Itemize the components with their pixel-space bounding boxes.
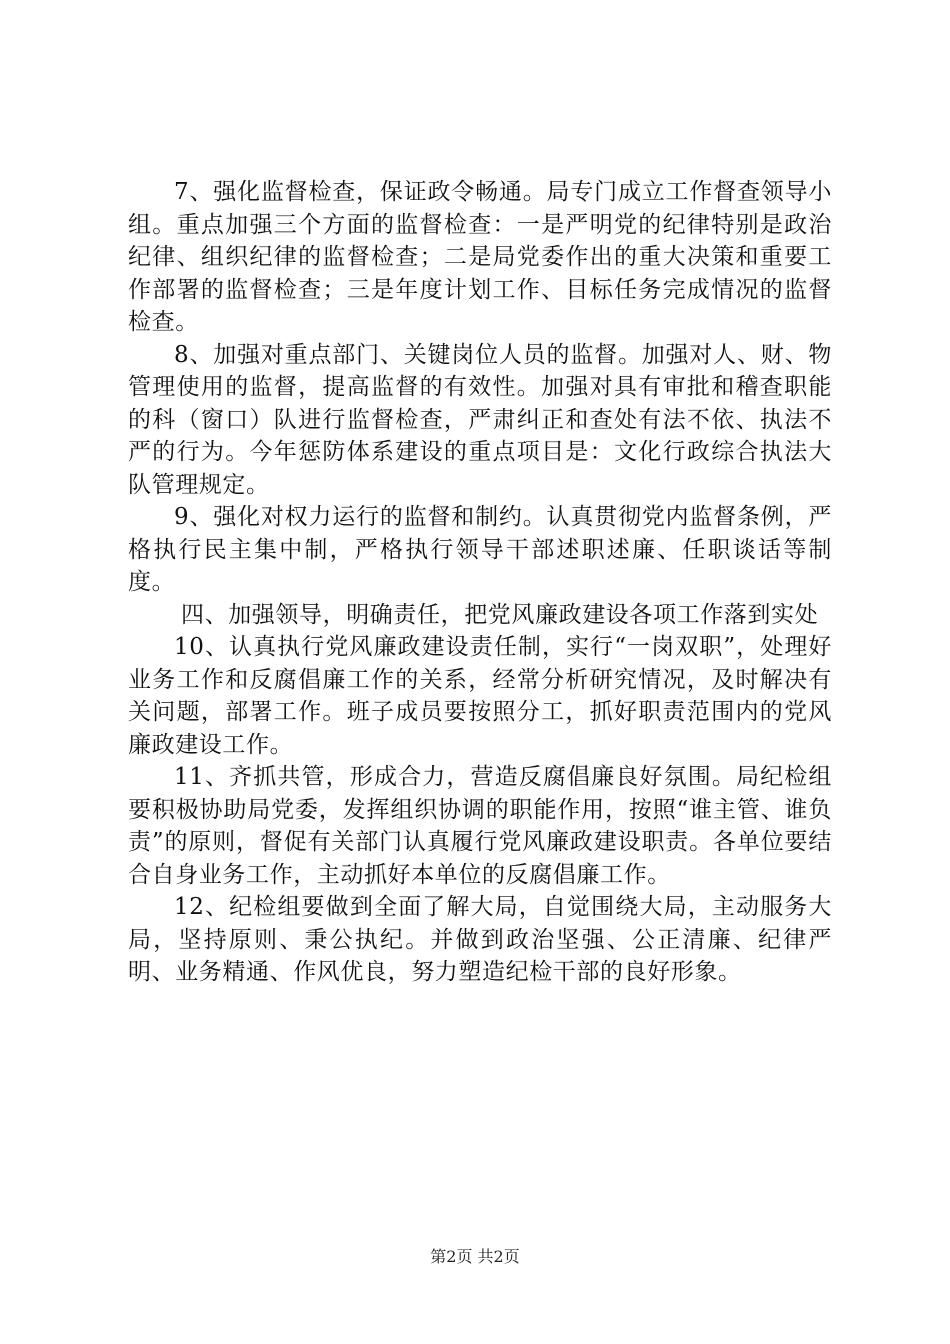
- document-body: [128, 176, 832, 989]
- paragraph-11: 11、齐抓共管，形成合力，营造反腐倡廉良好氛围。局纪检组要积极协助局党委，发挥组织协调的职能作用，按照“谁主管、谁负责”的原则，督促有关部门认真履行党风廉政建设职责。各单位要结合自身业务工作，主动抓好本单位的反腐倡廉工作。: [128, 764, 832, 888]
- paragraph-12: 12、纪检组要做到全面了解大局，自觉围绕大局，主动服务大局，坚持原则、秉公执纪。并做到政治坚强、公正清廉、纪律严明、业务精通、作风优良，努力塑造纪检干部的良好形象。: [128, 894, 832, 985]
- paragraph-8: 8、加强对重点部门、关键岗位人员的监督。加强对人、财、物管理使用的监督，提高监督的有效性。加强对具有审批和稽查职能的科（窗口）队进行监督检查，严肃纠正和查处有法不依、执法不严的行为。今年惩防体系建设的重点项目是：文化行政综合执法大队管理规定。: [128, 341, 832, 498]
- paragraph-9: 9、强化对权力运行的监督和制约。认真贯彻党内监督条例，严格执行民主集中制，严格执行领导干部述职述廉、任职谈话等制度。: [128, 504, 832, 595]
- page-number-footer: 第2页 共2页: [430, 1247, 520, 1266]
- paragraph-7: 7、强化监督检查，保证政令畅通。局专门成立工作督查领导小组。重点加强三个方面的监督检查：一是严明党的纪律特别是政治纪律、组织纪律的监督检查；二是局党委作出的重大决策和重要工作部署的监督检查；三是年度计划工作、目标任务完成情况的监督检查。: [128, 179, 832, 335]
- section-heading-4: 四、加强领导，明确责任，把党风廉政建设各项工作落到实处: [181, 601, 819, 628]
- paragraph-10: 10、认真执行党风廉政建设责任制，实行“一岗双职”，处理好业务工作和反腐倡廉工作的关系，经常分析研究情况，及时解决有关问题，部署工作。班子成员要按照分工，抓好职责范围内的党风廉政建设工作。: [128, 634, 832, 758]
